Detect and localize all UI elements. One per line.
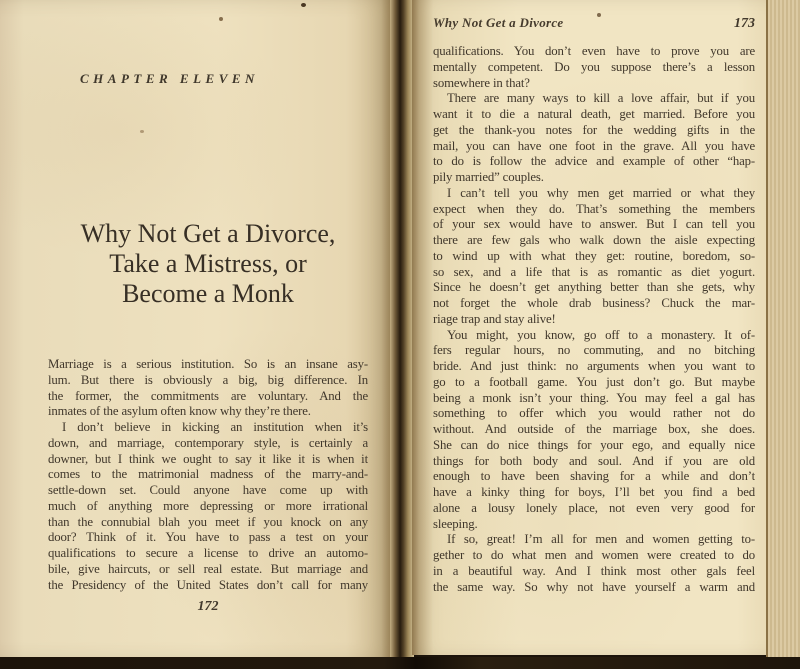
paper-speck <box>597 13 601 17</box>
text-line: there are few gals who walk down the aisle expecting <box>433 233 755 247</box>
text-line: the former, the commitments are voluntary. And the <box>48 388 368 403</box>
text-line: downer, but I think we ought to say it like it is when it <box>48 451 368 466</box>
text-line: qualifications to secure a license to drive an automo- <box>48 546 368 560</box>
text-line: Become a Monk <box>122 279 294 308</box>
text-line: go to a football game. You just don’t go. But maybe <box>433 374 755 389</box>
text-line: mail, you can have one foot in the grave. All you have <box>433 138 755 153</box>
text-line: bile, give haircuts, or sell real estate. But marriage and <box>48 561 368 576</box>
text-line: down, and marriage, contemporary style, is certainly a <box>48 435 368 450</box>
text-line: something to offer which you would rather not do <box>433 406 755 421</box>
text-line: enough to have been shaving for a while and don’t <box>433 469 755 484</box>
right-page <box>412 0 766 655</box>
paper-speck <box>301 3 306 7</box>
text-line: I can’t tell you why men get married or what they <box>447 185 755 200</box>
text-line: I don’t believe in kicking an institution when it’s <box>62 420 368 434</box>
paper-speck <box>219 17 223 21</box>
text-line: so sex, and a life that is as romantic as diet yogurt. <box>433 264 755 279</box>
page-stack-edge <box>766 0 800 658</box>
text-line: She can do nice things for your ego, and equally nice <box>433 437 755 452</box>
left-page-body <box>48 357 368 593</box>
text-line: alone a lousy lonely place, not even very good for <box>433 500 755 515</box>
text-line: have a kinky thing for boys, I’ll bet you find a bed <box>433 485 755 499</box>
text-line: being a monk isn’t your thing. You may feel a gal has <box>433 390 755 405</box>
text-line: to wind up with what they get: routine, boredom, so- <box>433 248 755 263</box>
text-line: get the thank-you notes for the wedding gifts in the <box>433 122 755 137</box>
text-line: not forget the whole drab business? Chuck the mar- <box>433 296 755 310</box>
text-line: Marriage is a serious institution. So is an insane asy- <box>48 357 368 371</box>
text-line: want it to die a natural death, get married. Before you <box>433 107 755 121</box>
text-line: Since he doesn’t get anything better than she gets, why <box>433 280 755 295</box>
book-gutter <box>390 0 414 662</box>
text-line: things for both body and soul. And if you are old <box>433 453 755 468</box>
paper-speck <box>140 130 144 133</box>
text-line: inmates of the asylum often know why they’re there. <box>48 404 311 419</box>
text-line: the Presidency of the United States don’t call for many <box>48 577 368 592</box>
left-page-number: 172 <box>197 599 219 614</box>
chapter-heading: CHAPTER ELEVEN <box>80 71 259 86</box>
text-line: door? Think of it. You have to pass a test on your <box>48 530 368 545</box>
text-line: of your sex would have to answer. But I can tell you <box>433 217 755 232</box>
text-line: lum. But there is obviously a big, big difference. In <box>48 372 368 387</box>
text-line: the same way. So why not have yourself a warm and <box>433 579 755 594</box>
text-line: qualifications. You don’t even have to prove you are <box>433 44 755 58</box>
text-line: Why Not Get a Divorce, <box>80 219 336 248</box>
text-line: much of anything more depressing or more irrational <box>48 498 368 513</box>
text-line: in a beautiful way. And I think most other gals feel <box>433 563 755 578</box>
text-line: sleeping. <box>433 516 478 531</box>
running-header-title: Why Not Get a Divorce <box>433 15 564 30</box>
text-line: There are many ways to kill a love affair, but if you <box>447 91 755 106</box>
text-line: If so, great! I’m all for men and women getting to- <box>447 532 755 547</box>
book-bottom-edge <box>0 657 800 669</box>
left-page <box>0 0 393 659</box>
text-line: without. And outside of the marriage box, she does. <box>433 422 755 436</box>
text-line: You might, you know, go off to a monastery. It of- <box>447 327 755 342</box>
text-line: than the connubial blah you meet if you knock on any <box>48 514 368 529</box>
right-page-body <box>433 44 755 595</box>
right-page-number: 173 <box>734 16 755 31</box>
running-header <box>433 15 755 32</box>
text-line: somewhere in that? <box>433 75 530 90</box>
text-line: riage trap and stay alive! <box>433 311 556 326</box>
text-line: fers regular hours, no commuting, and no bitching <box>433 343 755 358</box>
text-line: settle-down set. Could anyone have come up with <box>48 483 368 497</box>
text-line: expect when they do. That’s something the members <box>433 201 755 216</box>
text-line: gether to do what men and women were created to do <box>433 548 755 562</box>
text-line: mentally competent. Do you suppose there’s a lesson <box>433 59 755 74</box>
text-line: Take a Mistress, or <box>109 249 307 278</box>
text-line: to do is follow the advice and example of other “hap- <box>433 154 755 169</box>
text-line: bride. And just think: no arguments when you want to <box>433 359 755 373</box>
text-line: pily married” couples. <box>433 170 544 184</box>
text-line: comes to the matrimonial madness of the marry-and- <box>48 467 368 482</box>
chapter-title <box>40 219 376 309</box>
